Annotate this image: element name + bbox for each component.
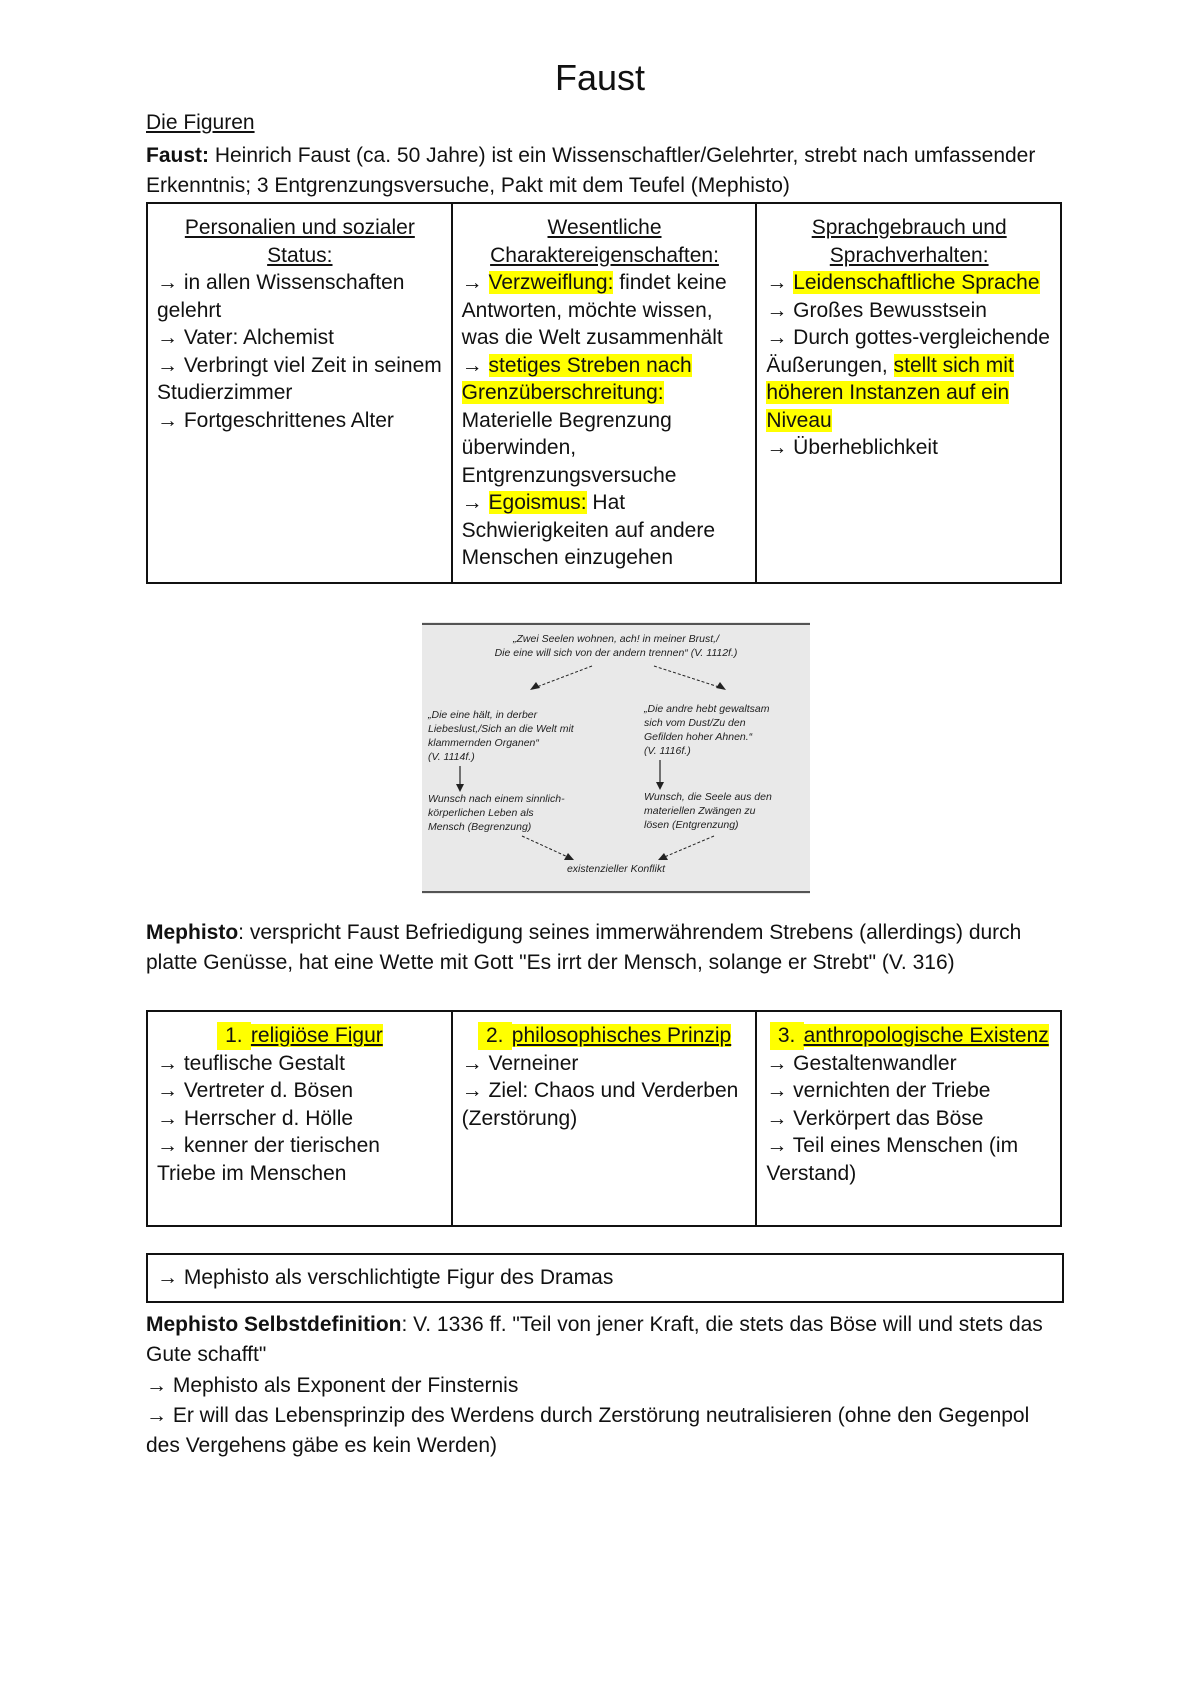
left-result-line: körperlichen Leben als [428, 807, 534, 819]
list-item: → Verneiner [461, 1051, 579, 1075]
list-item: → Gestaltenwandler [766, 1051, 957, 1075]
mephisto-col-anthropologisch [757, 1012, 1060, 1225]
mephisto-intro [146, 918, 1066, 978]
mephisto-label: Mephisto [146, 921, 239, 944]
highlight: stellt sich mit höheren Instanzen auf ein Niveau [766, 353, 1014, 432]
faust-intro-text: Heinrich Faust (ca. 50 Jahre) ist ein Wissenschaftler/Gelehrter, strebt nach umfassender Erkenntnis; 3 Entgrenzungsversuche, Pakt mit dem Teufel (Mephisto) [146, 144, 1036, 197]
col-heading [462, 1022, 748, 1050]
diagram-background [422, 622, 810, 894]
right-quote-line: Gefilden hoher Ahnen.“ [644, 731, 753, 743]
right-result-line: materiellen Zwängen zu [644, 805, 756, 817]
highlight: Leidenschaftliche Sprache [793, 271, 1040, 294]
page-title: Faust [554, 57, 646, 98]
left-quote-line: (V. 1114f.) [428, 751, 475, 763]
left-quote-line: „Die eine hält, in derber [428, 709, 538, 721]
list-item: → kenner der tierischen Triebe im Menschen [157, 1134, 380, 1185]
highlight: Egoismus: [488, 491, 587, 514]
col-heading: Sprachgebrauch und Sprachverhalten: [811, 216, 1007, 267]
selbstdefinition [146, 1310, 1066, 1370]
col-heading: Personalien und sozialer Status: [184, 216, 415, 267]
list-item: → Vater: Alchemist [157, 326, 335, 349]
zwei-seelen-diagram [422, 622, 810, 894]
faust-label: Faust: [146, 144, 209, 167]
left-result-line: Wunsch nach einem sinnlich- [428, 793, 565, 805]
item-text: Hat Schwierigkeiten auf andere Menschen einzugehen [461, 491, 715, 569]
col-heading-text: anthropologische Existenz [803, 1024, 1049, 1047]
col-heading: Wesentliche Charaktereigenschaften: [490, 216, 719, 267]
left-result-line: Mensch (Begrenzung) [428, 821, 532, 833]
list-item: → teuflische Gestalt [157, 1051, 345, 1075]
list-item: → in allen Wissenschaften gelehrt [157, 271, 405, 322]
selbstdefinition-text: : V. 1336 ff. "Teil von jener Kraft, die stets das Böse will und stets das Gute schafft" [146, 1313, 1043, 1366]
left-quote-line: klammernden Organen“ [428, 737, 539, 749]
col-number: 2. [478, 1022, 512, 1050]
arrow: → [461, 353, 489, 377]
closing-line: → Er will das Lebensprinzip des Werdens durch Zerstörung neutralisieren (ohne den Gegenpol des Vergehens gäbe es kein Werden) [146, 1404, 1030, 1457]
summary-box: → Mephisto als verschlichtigte Figur des Dramas [146, 1253, 1064, 1303]
list-item: → Vertreter d. Bösen [157, 1079, 354, 1102]
mephisto-col-religioes [148, 1012, 453, 1225]
faust-intro [146, 141, 1066, 201]
right-quote-line: (V. 1116f.) [644, 745, 691, 757]
item-text: findet keine Antworten, möchte wissen, was die Welt zusammenhält [461, 271, 727, 349]
left-quote-line: Liebeslust,/Sich an die Welt mit [428, 723, 574, 735]
item-text: → Durch gottes-vergleichende Äußerungen, [766, 326, 1050, 377]
faust-col-sprache [757, 204, 1060, 582]
top-quote-line: Die eine will sich von der andern trennen“ (V. 1112f.) [494, 647, 738, 659]
list-item: → Ziel: Chaos und Verderben (Zerstörung) [461, 1079, 739, 1130]
highlight: Verzweiflung: [488, 271, 614, 294]
top-quote-line: „Zwei Seelen wohnen, ach! in meiner Brust,/ [512, 633, 720, 645]
arrow: → [461, 491, 489, 514]
mephisto-intro-text: : verspricht Faust Befriedigung seines immerwährendem Strebens (allerdings) durch platte Genüsse, hat eine Wette mit Gott "Es irrt der Mensch, solange er Strebt" (V. 316) [146, 921, 1022, 974]
list-item: → Verkörpert das Böse [766, 1106, 984, 1130]
right-result-line: Wunsch, die Seele aus den [644, 791, 772, 803]
list-item: → Fortgeschrittenes Alter [157, 408, 394, 432]
list-item: → Herrscher d. Hölle [157, 1106, 354, 1130]
list-item: → vernichten der Triebe [766, 1079, 991, 1102]
closing-line: → Mephisto als Exponent der Finsternis [146, 1374, 519, 1397]
selbstdefinition-label: Mephisto Selbstdefinition [146, 1313, 402, 1336]
list-item [462, 269, 748, 352]
col-heading [157, 1022, 443, 1050]
faust-table [146, 202, 1062, 584]
list-item [766, 324, 1052, 434]
col-number: 1. [217, 1022, 251, 1050]
col-heading-text: religiöse Figur [250, 1024, 383, 1047]
arrow: → [461, 271, 489, 294]
right-quote-line: sich vom Dust/Zu den [644, 717, 746, 729]
arrow: → [766, 271, 794, 294]
list-item: → Überheblichkeit [766, 436, 938, 459]
list-item: → Teil eines Menschen (im Verstand) [766, 1134, 1019, 1185]
mephisto-col-philosophisch [453, 1012, 758, 1225]
col-heading-text: philosophisches Prinzip [511, 1024, 732, 1047]
right-result-line: lösen (Entgrenzung) [644, 819, 739, 831]
mephisto-table [146, 1010, 1062, 1227]
right-quote-line: „Die andre hebt gewaltsam [644, 703, 770, 715]
col-number: 3. [770, 1022, 804, 1050]
list-item [462, 489, 748, 572]
bottom-conflict-label: existenzieller Konflikt [566, 863, 666, 875]
list-item [462, 352, 748, 490]
list-item [766, 269, 1052, 297]
highlight: stetiges Streben nach Grenzüberschreitung: [461, 353, 692, 404]
list-item: → Großes Bewusstsein [766, 298, 987, 322]
section-heading: Die Figuren [146, 111, 255, 134]
faust-col-charakter [453, 204, 758, 582]
list-item: → Verbringt viel Zeit in seinem Studierzimmer [157, 353, 442, 404]
item-text: Materielle Begrenzung überwinden, Entgrenzungsversuche [461, 408, 677, 487]
faust-col-personalien [148, 204, 453, 582]
col-heading [766, 1022, 1052, 1050]
